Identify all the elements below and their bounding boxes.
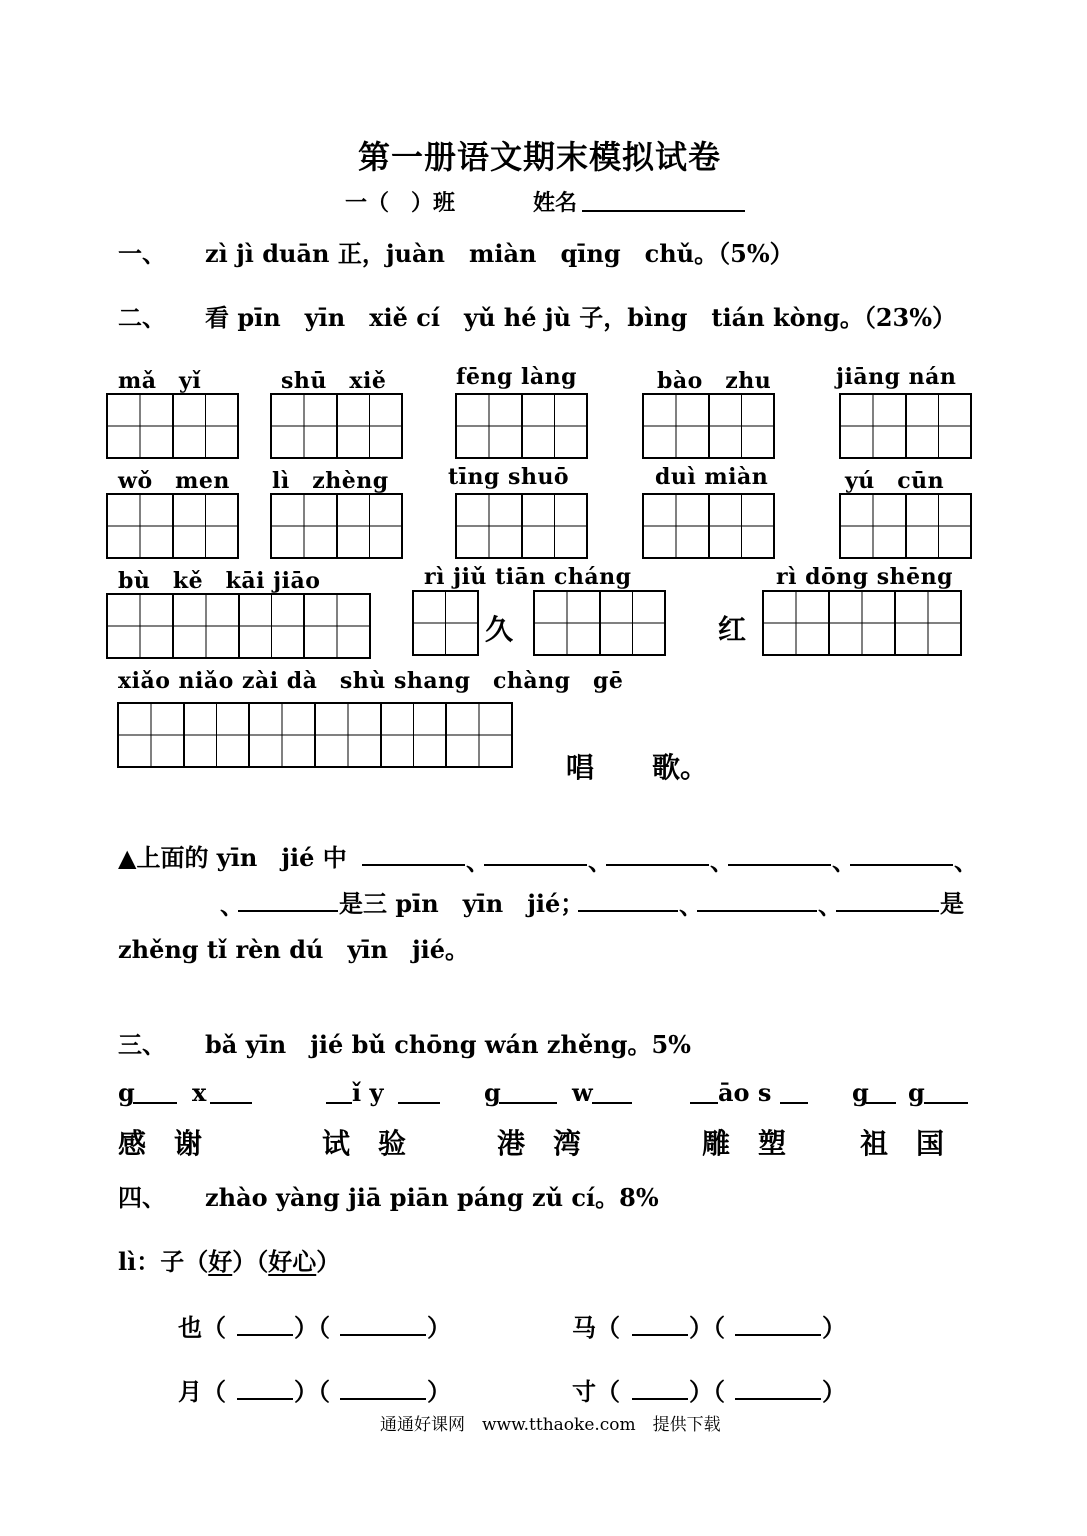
pinyin-rijiutianchang: rì jiǔ tiān cháng xyxy=(424,564,632,590)
syllable-blank-3: ǐ y xyxy=(352,1078,384,1107)
writing-grid[interactable] xyxy=(839,493,972,559)
paren: ） xyxy=(822,1377,846,1406)
writing-grid[interactable] xyxy=(106,393,239,459)
answer-blank[interactable] xyxy=(499,1102,557,1104)
pinyin-mayi: mǎ yǐ xyxy=(118,368,202,394)
answer-blank[interactable] xyxy=(237,1398,293,1400)
answer-blank[interactable] xyxy=(210,1102,252,1104)
pinyin-jiangnan: jiāng nán xyxy=(836,364,957,390)
example-label: lì：子（好）（好心） xyxy=(118,1247,341,1276)
writing-grid[interactable] xyxy=(839,393,972,459)
char-hong: 红 xyxy=(718,613,747,646)
page-title: 第一册语文期末模拟试卷 xyxy=(358,138,722,176)
example-answer-a: 好 xyxy=(208,1247,233,1276)
word-shiyan: 试 验 xyxy=(322,1127,407,1160)
answer-blank[interactable] xyxy=(690,1102,718,1104)
answer-blank[interactable] xyxy=(592,1102,632,1104)
example-answer-b: 好心 xyxy=(268,1247,317,1276)
pinyin-shuxie: shū xiě xyxy=(281,368,387,394)
answer-blank[interactable] xyxy=(632,1398,688,1400)
word-diaosu: 雕 塑 xyxy=(702,1127,787,1160)
class-label: 一（ ）班 xyxy=(345,190,456,216)
q2-text: 看 pīn yīn xiě cí yǔ hé jù 子，bìng tián kòng。（23%） xyxy=(205,303,957,332)
char-chang: 唱 xyxy=(566,751,595,784)
writing-grid[interactable] xyxy=(106,593,371,659)
pinyin-bukekaijiao: bù kě kāi jiāo xyxy=(118,568,321,594)
writing-grid[interactable] xyxy=(270,493,403,559)
syllable-blank-4: g xyxy=(484,1078,501,1107)
paren: ）（ xyxy=(689,1377,725,1406)
pinyin-yucun: yú cūn xyxy=(845,468,945,494)
answer-blank[interactable] xyxy=(238,910,338,912)
char-ge: 歌。 xyxy=(652,751,709,784)
radical-item-yue: 月（ xyxy=(178,1377,226,1406)
separator: 、 xyxy=(588,847,612,876)
q4-number: 四、 xyxy=(118,1183,166,1212)
separator: 、 xyxy=(832,847,856,876)
pinyin-tingshuo: tīng shuō xyxy=(448,464,570,490)
q1-number: 一、 xyxy=(118,239,166,268)
paren: ）（ xyxy=(294,1377,330,1406)
answer-blank[interactable] xyxy=(484,864,587,866)
answer-blank[interactable] xyxy=(735,1398,821,1400)
syllable-blank-8: g xyxy=(908,1078,925,1107)
separator: 、 xyxy=(220,891,244,920)
note-line2-end: 是 xyxy=(940,889,964,918)
word-gangwan: 港 湾 xyxy=(497,1127,582,1160)
word-ganxie: 感 谢 xyxy=(118,1127,203,1160)
pinyin-duimian: duì miàn xyxy=(655,464,769,490)
answer-blank[interactable] xyxy=(340,1398,426,1400)
answer-blank[interactable] xyxy=(836,910,939,912)
answer-blank[interactable] xyxy=(866,1102,896,1104)
separator: 、 xyxy=(954,847,978,876)
note-line3: zhěng tǐ rèn dú yīn jié。 xyxy=(118,935,470,964)
answer-blank[interactable] xyxy=(924,1102,968,1104)
answer-blank[interactable] xyxy=(398,1102,440,1104)
radical-item-cun: 寸（ xyxy=(572,1377,620,1406)
answer-blank[interactable] xyxy=(606,864,709,866)
answer-blank[interactable] xyxy=(632,1334,688,1336)
name-label: 姓名 xyxy=(533,190,578,216)
pinyin-ridongsheng: rì dōng shēng xyxy=(776,564,953,590)
pinyin-women: wǒ men xyxy=(118,468,230,494)
separator: 、 xyxy=(710,847,734,876)
writing-grid[interactable] xyxy=(533,590,666,656)
q3-text: bǎ yīn jié bǔ chōng wán zhěng。5% xyxy=(205,1030,691,1059)
syllable-blank-2: x xyxy=(192,1078,207,1107)
syllable-blank-7: g xyxy=(852,1078,869,1107)
q1-text: zì jì duān 正，juàn miàn qīng chǔ。（5%） xyxy=(205,239,794,268)
syllable-blank-1: g xyxy=(118,1078,135,1107)
char-jiu: 久 xyxy=(485,613,514,646)
pinyin-fenglang: fēng làng xyxy=(456,364,577,390)
paren: ） xyxy=(427,1313,451,1342)
note-line2-label: 是三 pīn yīn jié； xyxy=(339,889,585,918)
separator: 、 xyxy=(679,891,703,920)
footer-credit: 通通好课网 www.tthaoke.com 提供下载 xyxy=(380,1415,721,1435)
paren: ）（ xyxy=(294,1313,330,1342)
writing-grid[interactable] xyxy=(455,393,588,459)
pinyin-lizheng: lì zhèng xyxy=(272,468,389,494)
writing-grid[interactable] xyxy=(117,702,513,768)
syllable-blank-5: w xyxy=(572,1078,593,1107)
q2-number: 二、 xyxy=(118,303,166,332)
writing-grid[interactable] xyxy=(455,493,588,559)
answer-blank[interactable] xyxy=(362,864,465,866)
answer-blank[interactable] xyxy=(578,910,678,912)
writing-grid[interactable] xyxy=(270,393,403,459)
answer-blank[interactable] xyxy=(735,1334,821,1336)
syllable-blank-6: āo s xyxy=(718,1078,772,1107)
separator: 、 xyxy=(818,891,842,920)
answer-blank[interactable] xyxy=(728,864,831,866)
note-line1-label: ▲上面的 yīn jié 中 xyxy=(118,843,347,872)
answer-blank[interactable] xyxy=(237,1334,293,1336)
answer-blank[interactable] xyxy=(133,1102,177,1104)
answer-blank[interactable] xyxy=(780,1102,808,1104)
writing-grid[interactable] xyxy=(762,590,962,656)
paren: ）（ xyxy=(689,1313,725,1342)
answer-blank[interactable] xyxy=(326,1102,352,1104)
writing-grid[interactable] xyxy=(642,493,775,559)
pinyin-sentence: xiǎo niǎo zài dà shù shang chàng gē xyxy=(118,668,624,694)
writing-grid[interactable] xyxy=(642,393,775,459)
writing-grid[interactable] xyxy=(106,493,239,559)
paren: ） xyxy=(822,1313,846,1342)
answer-blank[interactable] xyxy=(697,910,817,912)
radical-item-ye: 也（ xyxy=(178,1313,226,1342)
pinyin-baozhu: bào zhu xyxy=(657,368,772,394)
answer-blank[interactable] xyxy=(340,1334,426,1336)
q3-number: 三、 xyxy=(118,1030,166,1059)
separator: 、 xyxy=(466,847,490,876)
radical-item-ma: 马（ xyxy=(572,1313,620,1342)
paren: ） xyxy=(427,1377,451,1406)
word-zuguo: 祖 国 xyxy=(860,1127,945,1160)
q4-text: zhào yàng jiā piān páng zǔ cí。8% xyxy=(205,1183,659,1212)
name-blank[interactable] xyxy=(582,210,745,212)
writing-grid[interactable] xyxy=(412,590,479,656)
answer-blank[interactable] xyxy=(850,864,953,866)
